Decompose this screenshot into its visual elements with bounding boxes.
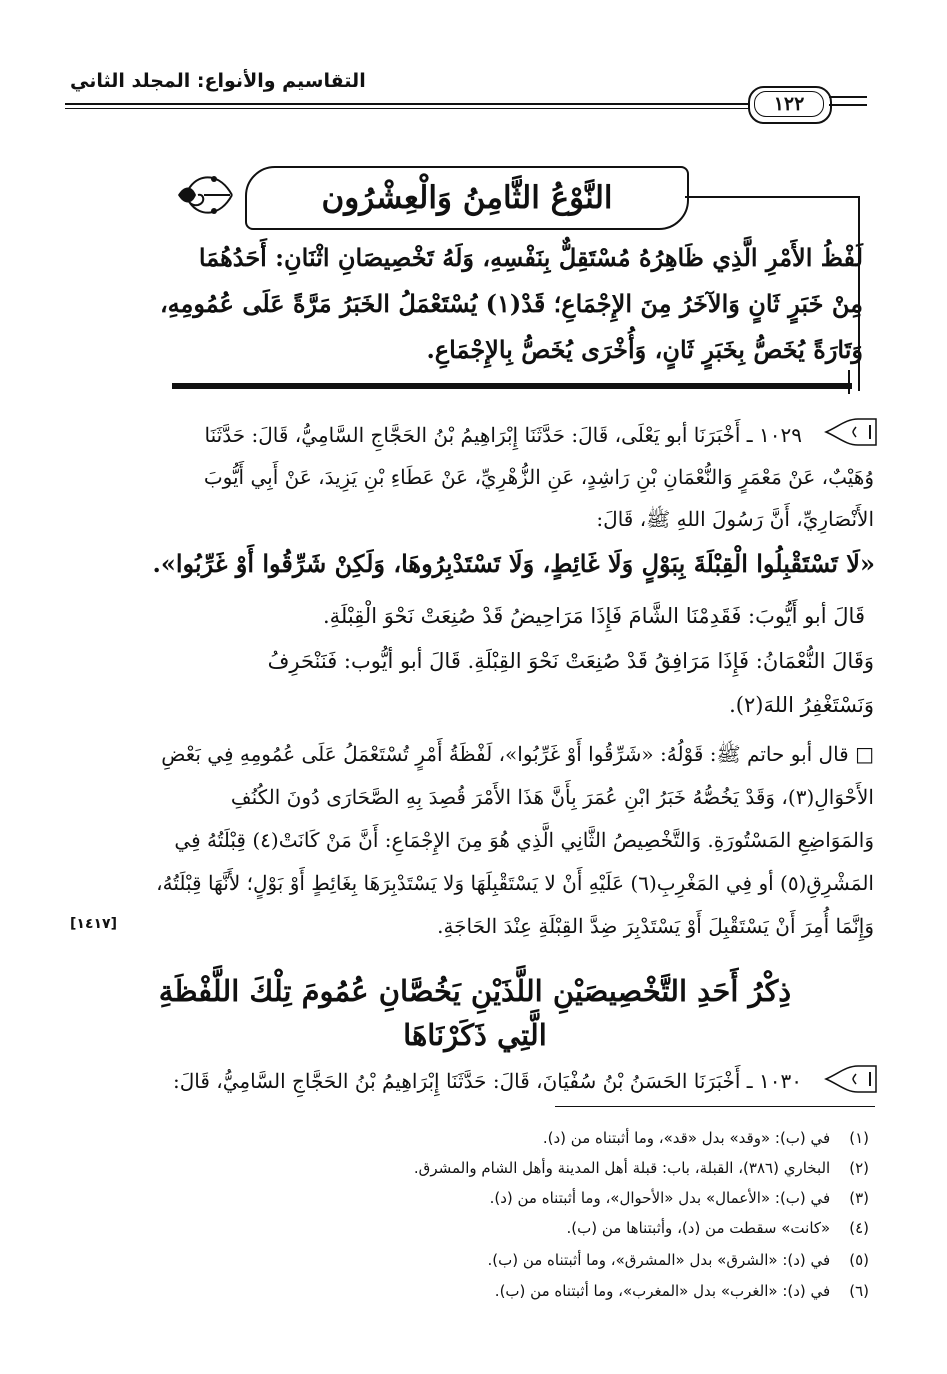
narration-line: وَقَالَ النُّعْمَانُ: فَإِذَا مَرَافِقُ قَدْ صُنِعَتْ نَحْوَ القِبْلَةِ. قَالَ أبو أيُّوب: فَنَنْحَرِفُ <box>267 649 874 673</box>
footnote-number: (٤) <box>849 1219 869 1237</box>
chapter-title: النَّوْعُ الثَّامِنُ وَالْعِشْرُون <box>245 166 689 230</box>
footnote-text: في (د): «الشرق» بدل «المشرق»، وما أثبتناه من (ب). <box>487 1251 831 1269</box>
hadith-line: الأَنْصَارِيِّ، أَنَّ رَسُولَ اللهِ ﷺ، قَالَ: <box>596 507 874 531</box>
footnote-text: في (د): «الغرب» بدل «المغرب»، وما أثبتناه من (ب). <box>494 1282 831 1300</box>
narration-line: قَالَ أبو أَيُّوبَ: فَقَدِمْنَا الشَّامَ فَإِذَا مَرَاحِيضُ قَدْ صُنِعَتْ نَحْوَ الْقِبْلَةِ. <box>322 604 865 628</box>
footnote <box>543 1124 869 1152</box>
footnote-rule <box>555 1106 875 1107</box>
running-title: التقاسيم والأنواع: المجلد الثاني <box>70 70 366 92</box>
footnote-number: (٦) <box>849 1282 869 1300</box>
section-heading: الَّتِي ذَكَرْنَاهَا <box>403 1018 547 1052</box>
section-heading: ذِكْرُ أَحَدِ التَّخْصِيصَيْنِ اللَّذَيْنِ يَخُصَّانِ عُمُومَ تِلْكَ اللَّفْظَةِ <box>158 974 792 1008</box>
hadith-marker-icon <box>808 1064 878 1094</box>
footnote <box>495 1277 869 1305</box>
footnote-text: «كانت» سقطت من (د)، وأثبتناها من (ب). <box>566 1219 831 1237</box>
commentary-line: المَشْرِقِ(٥) أو فِي المَغْرِبِ(٦) عَلَيْهِ أَنْ لا يَسْتَقْبِلَهَا وَلا يَسْتَدْبِرَهَا بِغَائِطٍ أَوْ بَوْلٍ؛ لأَنَّهَا قِبْلَتُهُ، <box>156 871 874 895</box>
ornament-icon <box>170 165 240 225</box>
footnote-text: البخاري (٣٨٦)، القبلة، باب: قبلة أهل المدينة وأهل الشام والمشرق. <box>413 1159 831 1177</box>
commentary-line: الأَحْوَالِ(٣)، وَقَدْ يَخُصُّهُ خَبَرُ ابْنِ عُمَرَ بِأَنَّ هَذَا الأَمْرَ قُصِدَ بِهِ الصَّحَارَى دُونَ الكُنُفِ <box>230 785 874 809</box>
footnote-number: (٥) <box>849 1251 869 1269</box>
header-tick <box>829 96 867 98</box>
footnote-text: في (ب): «وقد» بدل «قد»، وما أثبتناه من (د). <box>542 1129 831 1147</box>
footnote <box>487 1246 869 1274</box>
commentary-line: □ قال أبو حاتم ﷺ: قَوْلُهُ: «شَرِّقُوا أَوْ غَرِّبُوا»، لَفْظَةُ أَمْرٍ تُسْتَعْمَلُ عَلَى عُمُومِهِ فِي بَعْضِ <box>161 742 874 766</box>
footnote-number: (٢) <box>849 1159 869 1177</box>
frame-line <box>685 196 860 198</box>
page-number: ١٢٢ <box>754 91 824 117</box>
footnote <box>490 1184 869 1212</box>
source-reference: [١٤١٧] <box>70 916 117 932</box>
rule-line: لَفْظُ الأَمْرِ الَّذِي ظَاهِرُهُ مُسْتَقِلٌّ بِنَفْسِهِ، وَلَهُ تَخْصِيصَانِ اثْنَانِ: أَحَدُهُمَا <box>198 243 863 272</box>
header-rule-thin <box>65 108 827 109</box>
hadith-line: وُهَيْبٌ، عَنْ مَعْمَرٍ وَالنُّعْمَانِ بْنِ رَاشِدٍ، عَنِ الزُّهْرِيِّ، عَنْ عَطَاءِ بْنِ يَزِيدَ، عَنْ أَبِي أَيُّوبَ <box>203 465 874 489</box>
footnote <box>567 1214 870 1242</box>
rule-line: مِنْ خَبَرٍ ثَانٍ وَالآخَرُ مِنَ الإِجْمَاعِ؛ قَدْ(١) يُسْتَعْمَلُ الخَبَرُ مَرَّةً عَلَى عُمُومِهِ، <box>159 289 863 318</box>
frame-line <box>848 370 850 394</box>
footnote-number: (٣) <box>849 1189 869 1207</box>
commentary-line: وَالمَوَاضِعِ المَسْتُورَةِ. وَالتَّخْصِيصُ الثَّانِي الَّذِي هُوَ مِنَ الإِجْمَاعِ: أَنَّ مَنْ كَانَتْ(٤) قِبْلَتُهُ فِي <box>174 828 874 852</box>
header-tick <box>829 104 867 106</box>
header-rule <box>65 103 827 105</box>
footnote <box>414 1154 869 1182</box>
footnote-text: في (ب): «الأعمال» بدل «الأحوال»، وما أثبتناه من (د). <box>489 1189 831 1207</box>
frame-bottom-bar <box>172 383 852 389</box>
footnote-number: (١) <box>849 1129 869 1147</box>
commentary-line: وَإِنَّمَا أُمِرَ أَنْ يَسْتَقْبِلَ أَوْ يَسْتَدْبِرَ ضِدَّ القِبْلَةِ عِنْدَ الحَاجَةِ. <box>437 914 874 938</box>
hadith-marker-icon <box>808 417 878 447</box>
hadith-line: ١٠٢٩ ـ أَخْبَرَنَا أبو يَعْلَى، قَالَ: حَدَّثَنَا إِبْرَاهِيمُ بْنُ الحَجَّاجِ السَّامِيُّ، قَالَ: حَدَّثَنَا <box>204 423 802 447</box>
narration-line: وَنَسْتَغْفِرُ اللهَ(٢). <box>729 693 874 717</box>
prophetic-speech: «لَا تَسْتَقْبِلُوا الْقِبْلَةَ بِبَوْلٍ وَلَا غَائِطٍ، وَلَا تَسْتَدْبِرُوهَا، وَلَكِنْ شَرِّقُوا أَوْ غَرِّبُوا». <box>152 549 875 578</box>
hadith-line: ١٠٣٠ ـ أَخْبَرَنَا الحَسَنُ بْنُ سُفْيَانَ، قَالَ: حَدَّثَنَا إِبْرَاهِيمُ بْنُ الحَجَّاجِ السَّامِيُّ، قَالَ: <box>172 1069 802 1093</box>
rule-line: وَتَارَةً يُخَصُّ بِخَبَرٍ ثَانٍ، وَأُخْرَى يُخَصُّ بِالإِجْمَاعِ. <box>426 335 863 364</box>
